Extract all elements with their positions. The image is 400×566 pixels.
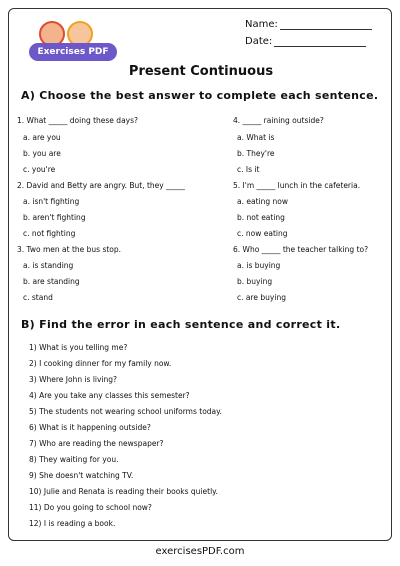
section-b-heading: B) Find the error in each sentence and correct it. [21,318,341,331]
option[interactable]: b. They're [237,149,275,158]
logo-ribbon: Exercises PDF [29,43,117,61]
option[interactable]: a. is standing [23,261,74,270]
option[interactable]: c. Is it [237,165,260,174]
question-1: 1. What _____ doing these days? [17,116,138,125]
option[interactable]: b. not eating [237,213,285,222]
logo [29,21,117,65]
error-item: 4) Are you take any classes this semester? [29,391,190,400]
option[interactable]: b. are standing [23,277,80,286]
option[interactable]: a. isn't fighting [23,197,80,206]
question-4: 4. _____ raining outside? [233,116,324,125]
option[interactable]: a. are you [23,133,61,142]
option[interactable]: c. now eating [237,229,288,238]
option[interactable]: b. aren't fighting [23,213,86,222]
date-field[interactable] [245,36,366,47]
section-a-heading: A) Choose the best answer to complete each sentence. [21,89,379,102]
date-line [274,38,366,47]
error-item: 10) Julie and Renata is reading their books quietly. [29,487,218,496]
error-item: 2) I cooking dinner for my family now. [29,359,172,368]
footer-url[interactable]: exercisesPDF.com [155,546,245,557]
error-item: 6) What is it happening outside? [29,423,151,432]
option[interactable]: a. is buying [237,261,281,270]
option[interactable]: c. are buying [237,293,286,302]
option[interactable]: c. not fighting [23,229,76,238]
name-field[interactable] [245,19,372,30]
option[interactable]: b. buying [237,277,273,286]
question-5: 5. I'm _____ lunch in the cafeteria. [233,181,361,190]
question-6: 6. Who _____ the teacher talking to? [233,245,369,254]
error-item: 12) I is reading a book. [29,519,116,528]
question-2: 2. David and Betty are angry. But, they _____ [17,181,185,190]
page-title: Present Continuous [128,64,274,79]
question-3: 3. Two men at the bus stop. [17,245,122,254]
error-item: 1) What is you telling me? [29,343,128,352]
error-item: 7) Who are reading the newspaper? [29,439,164,448]
error-item: 9) She doesn't watching TV. [29,471,134,480]
error-item: 5) The students not wearing school uniforms today. [29,407,222,416]
worksheet [8,8,392,541]
error-item: 3) Where John is living? [29,375,118,384]
date-label: Date: [245,36,273,47]
option[interactable]: c. stand [23,293,53,302]
error-item: 11) Do you going to school now? [29,503,152,512]
error-item: 8) They waiting for you. [29,455,119,464]
option[interactable]: c. you're [23,165,56,174]
option[interactable]: a. What is [237,133,275,142]
name-label: Name: [245,19,278,30]
option[interactable]: b. you are [23,149,61,158]
name-line [280,21,372,30]
option[interactable]: a. eating now [237,197,288,206]
